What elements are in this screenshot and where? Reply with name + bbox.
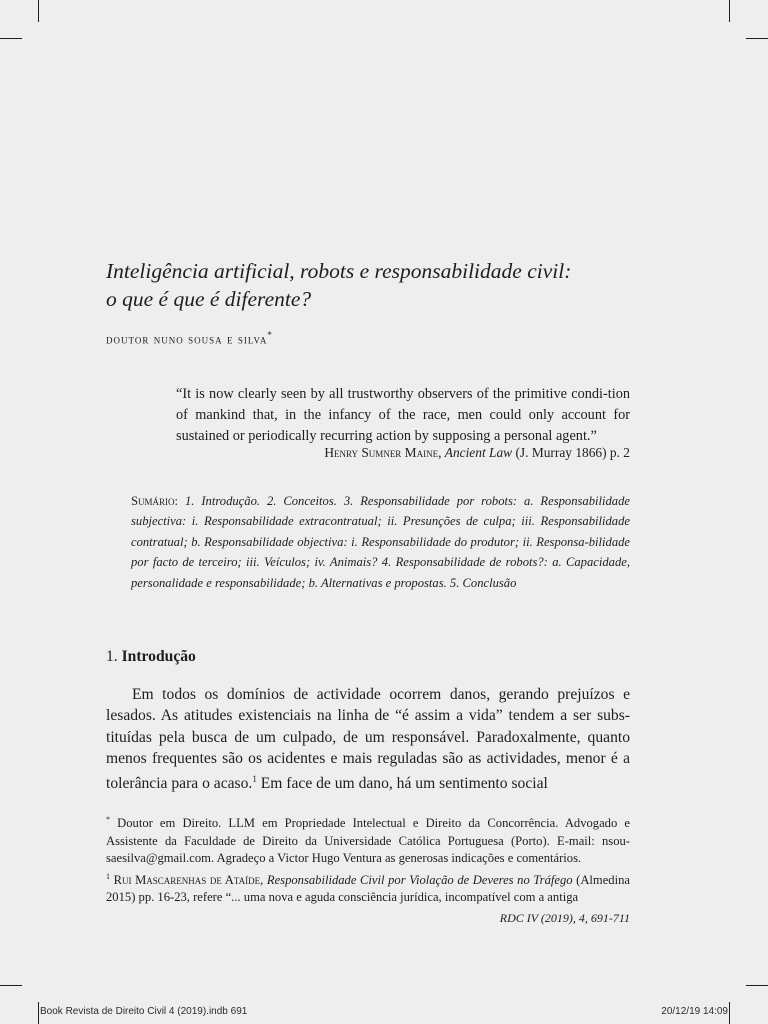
crop-mark <box>0 38 22 39</box>
crop-mark <box>0 985 22 986</box>
footnote-1-title: Responsabilidade Civil por Violação de Deveres no Tráfego <box>266 872 573 887</box>
body-text-start: Em todos os domínios de actividade ocorrem danos, gerando prejuízos e lesados. As atitudes existenciais na linha de “é assim a vida” tendem a ser subs-tituídas pela busca de um culpado, de um responsável. Paradoxalmente, quanto menos frequentes são os acidentes e mais reguladas são as actividades, menor é a tolerância para o acaso. <box>106 686 630 793</box>
footnotes <box>106 811 630 907</box>
footnote-star-text: Doutor em Direito. LLM em Propriedade Intelectual e Direito da Concorrência. Advogado e Assistente da Faculdade de Direito da Universidade Católica Portuguesa (Porto). E-mail: nsou-saesilva@gmail.com. Agradeço a Victor Hugo Ventura as generosas indicações e comentários. <box>106 816 630 866</box>
footnote-1-marker: 1 <box>106 871 110 881</box>
print-slug-file: Book Revista de Direito Civil 4 (2019).indb 691 <box>40 1006 248 1017</box>
footnote-author <box>106 811 630 868</box>
crop-mark <box>746 38 768 39</box>
epigraph-author: Henry Sumner Maine <box>324 445 439 460</box>
footnote-ref-1: 1 <box>252 774 257 785</box>
section-title: Introdução <box>121 648 196 665</box>
crop-mark <box>729 1002 730 1024</box>
author-name <box>106 330 272 348</box>
footnote-1-text: (Almedina 2015) pp. 16-23, refere “... uma nova e aguda consciência jurídica, incompatível com a antiga <box>106 872 630 905</box>
author-footnote-marker: * <box>267 330 272 340</box>
author-text: doutor nuno sousa e silva <box>106 331 268 347</box>
print-slug-date: 20/12/19 14:09 <box>661 1006 728 1017</box>
epigraph-attribution: Henry Sumner Maine, Ancient Law (J. Murray 1866) p. 2 <box>324 445 630 460</box>
summary-text: 1. Introdução. 2. Conceitos. 3. Responsabilidade por robots: a. Responsabilidade subjectiva: i. Responsabilidade extracontratual; ii. Presunções de culpa; iii. Responsabilidade contratual; b. Responsabilidade objectiva: i. Responsabilidade do produtor; ii. Responsa-bilidade por facto de terceiro; iii. Veículos; iv. Animais? 4. Responsabilidade de robots?: a. Capacidade, personalidade e responsabilidade; b. Alternativas e propostas. 5. Conclusão <box>131 494 630 590</box>
section-number: 1. <box>106 648 118 665</box>
journal-reference: RDC IV (2019), 4, 691-711 <box>499 911 630 925</box>
crop-mark <box>38 1002 39 1024</box>
summary-label: Sumário <box>131 494 175 508</box>
body-text-end: Em face de um dano, há um sentimento social <box>256 775 548 793</box>
title-line-2: o que é que é diferente? <box>106 287 312 311</box>
footnote-star-marker: * <box>106 815 110 824</box>
footnote-1: $^1$ Rui Mascarenhas de Ataíde, Responsabilidade Civil por Violação de Deveres no Tráfego (Almedina 2015) pp. 16-23, refere “... uma nova e aguda consciência jurídica, incompatível com a antiga <box>106 871 630 905</box>
epigraph-quote: “It is now clearly seen by all trustworthy observers of the primitive condi-tion of mankind that, in the infancy of the race, men could only account for sustained or periodically recurring action by supposing a personal agent.” <box>176 386 630 444</box>
crop-mark <box>38 0 39 22</box>
epigraph-publisher: (J. Murray 1866) p. 2 <box>515 445 630 460</box>
epigraph-work: Ancient Law <box>444 445 513 460</box>
section-heading <box>106 648 196 666</box>
footnote-1-author: Rui Mascarenhas de Ataíde <box>113 872 261 887</box>
crop-mark <box>729 0 730 22</box>
title-line-1: Inteligência artificial, robots e responsabilidade civil: <box>106 259 572 283</box>
summary: Sumário: 1. Introdução. 2. Conceitos. 3. Responsabilidade por robots: a. Responsabilidade subjectiva: i. Responsabilidade extracontratual; ii. Presunções de culpa; iii. Responsabilidade contratual; b. Responsabilidade objectiva: i. Responsabilidade do produtor; ii. Responsa-bilidade por facto de terceiro; iii. Veículos; iv. Animais? 4. Responsabilidade de robots?: a. Capacidade, personalidade e responsabilidade; b. Alternativas e propostas. 5. Conclusão <box>131 494 630 590</box>
article-title <box>106 257 666 313</box>
crop-mark <box>746 985 768 986</box>
body-paragraph <box>106 684 630 795</box>
